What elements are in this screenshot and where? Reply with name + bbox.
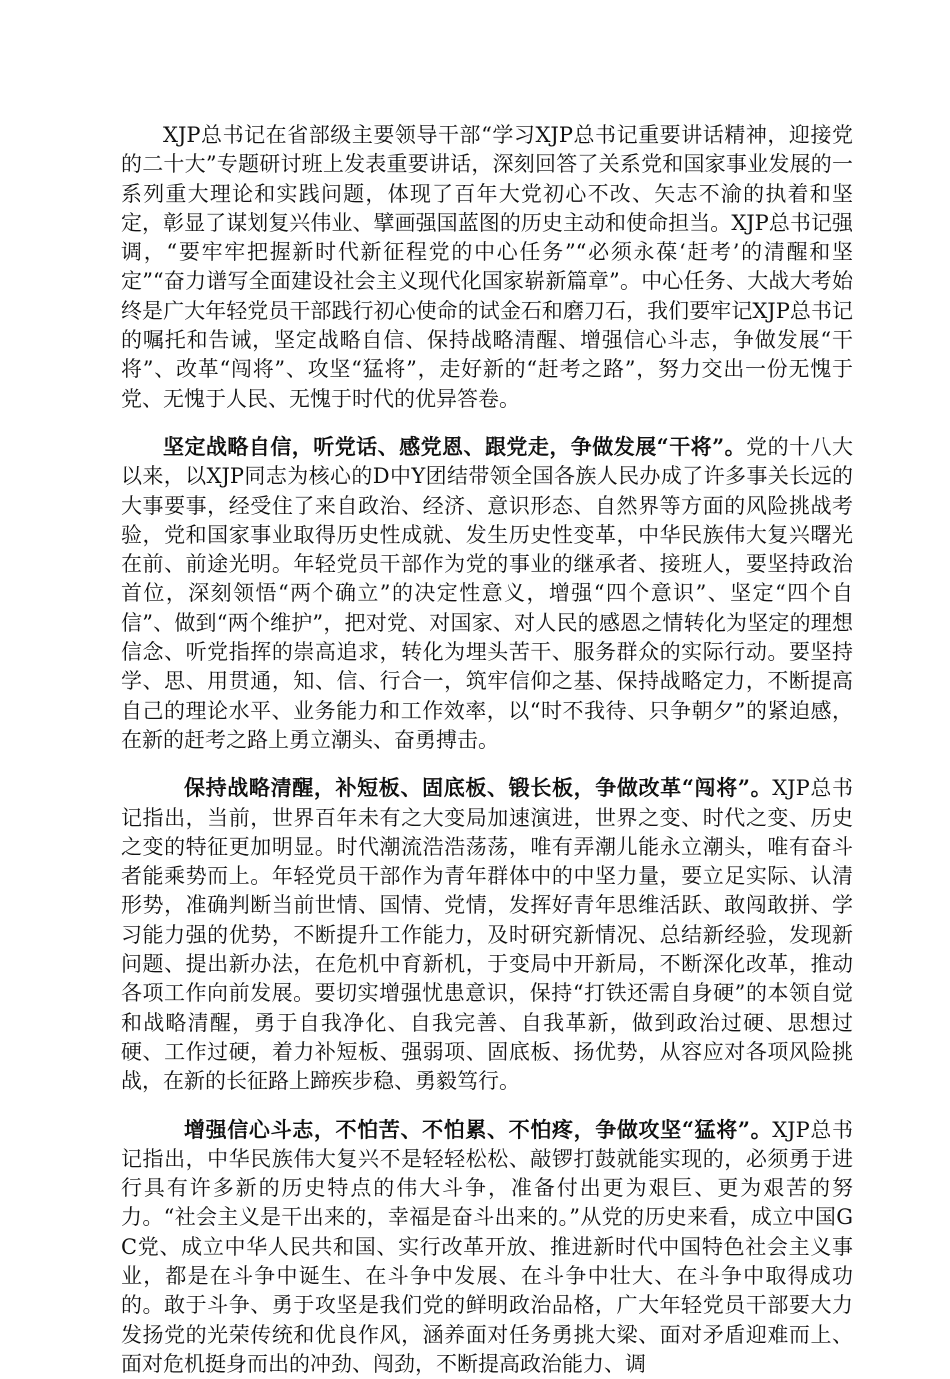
section-paragraph-confidence-fighting-spirit bbox=[121, 1115, 853, 1379]
intro-paragraph bbox=[121, 120, 853, 414]
paragraph-lead: 坚定战略自信，听党话、感党恩、跟党走，争做发展“干将”。 bbox=[163, 434, 746, 459]
section-paragraph-strategic-confidence bbox=[121, 432, 853, 755]
paragraph-body: XJP总书记在省部级主要领导干部“学习XJP总书记重要讲话精神，迎接党的二十大”专题研讨班上发表重要讲话，深刻回答了关系党和国家事业发展的一系列重大理论和实践问题，体现了百年大党初心不改、矢志不渝的执着和坚定，彰显了谋划复兴伟业、擘画强国蓝图的历史主动和使命担当。XJP总书记强调，“要牢牢把握新时代新征程党的中心任务”“必须永葆‘赶考’的清醒和坚定”“奋力谱写全面建设社会主义现代化国家崭新篇章”。中心任务、大战大考始终是广大年轻党员干部践行初心使命的试金石和磨刀石，我们要牢记XJP总书记的嘱托和告诫，坚定战略自信、保持战略清醒、增强信心斗志，争做发展“干将”、改革“闯将”、攻坚“猛将”，走好新的“赶考之路”，努力交出一份无愧于党、无愧于人民、无愧于时代的优异答卷。 bbox=[121, 123, 853, 411]
paragraph-body: XJP总书记指出，中华民族伟大复兴不是轻轻松松、敲锣打鼓就能实现的，必须勇于进行具有许多新的历史特点的伟大斗争，准备付出更为艰巨、更为艰苦的努力。“社会主义是干出来的，幸福是奋斗出来的。”从党的历史来看，成立中国GC党、成立中华人民共和国、实行改革开放、推进新时代中国特色社会主义事业，都是在斗争中诞生、在斗争中发展、在斗争中壮大、在斗争中取得成功的。敢于斗争、勇于攻坚是我们党的鲜明政治品格，广大年轻党员干部要大力发扬党的光荣传统和优良作风，涵养面对任务勇挑大梁、面对矛盾迎难而上、面对危机挺身而出的冲劲、闯劲，不断提高政治能力、调 bbox=[121, 1118, 853, 1376]
paragraph-lead: 保持战略清醒，补短板、固底板、锻长板，争做改革“闯将”。 bbox=[184, 775, 772, 800]
paragraph-body: 党的十八大以来，以XJP同志为核心的D中Y团结带领全国各族人民办成了许多事关长远的大事要事，经受住了来自政治、经济、意识形态、自然界等方面的风险挑战考验，党和国家事业取得历史性成就、发生历史性变革，中华民族伟大复兴曙光在前、前途光明。年轻党员干部作为党的事业的继承者、接班人，要坚持政治首位，深刻领悟“两个确立”的决定性意义，增强“四个意识”、坚定“四个自信”、做到“两个维护”，把对党、对国家、对人民的感恩之情转化为坚定的理想信念、听党指挥的崇高追求，转化为埋头苦干、服务群众的实际行动。要坚持学、思、用贯通，知、信、行合一，筑牢信仰之基、保持战略定力，不断提高自己的理论水平、业务能力和工作效率，以“时不我待、只争朝夕”的紧迫感，在新的赶考之路上勇立潮头、奋勇搏击。 bbox=[121, 435, 853, 752]
section-paragraph-strategic-sobriety bbox=[121, 773, 853, 1096]
paragraph-body: XJP总书记指出，当前，世界百年未有之大变局加速演进，世界之变、时代之变、历史之变的特征更加明显。时代潮流浩浩荡荡，唯有弄潮儿能永立潮头，唯有奋斗者能乘势而上。年轻党员干部作为青年群体中的中坚力量，要立足实际、认清形势，准确判断当前世情、国情、党情，发挥好青年思维活跃、敢闯敢拼、学习能力强的优势，不断提升工作能力，及时研究新情况、总结新经验，发现新问题、提出新办法，在危机中育新机，于变局中开新局，不断深化改革，推动各项工作向前发展。要切实增强忧患意识，保持“打铁还需自身硬”的本领自觉和战略清醒，勇于自我净化、自我完善、自我革新，做到政治过硬、思想过硬、工作过硬，着力补短板、强弱项、固底板、扬优势，从容应对各项风险挑战，在新的长征路上蹄疾步稳、勇毅笃行。 bbox=[121, 776, 853, 1093]
paragraph-lead: 增强信心斗志，不怕苦、不怕累、不怕疼，争做攻坚“猛将”。 bbox=[184, 1117, 772, 1142]
document-page bbox=[121, 120, 853, 1379]
